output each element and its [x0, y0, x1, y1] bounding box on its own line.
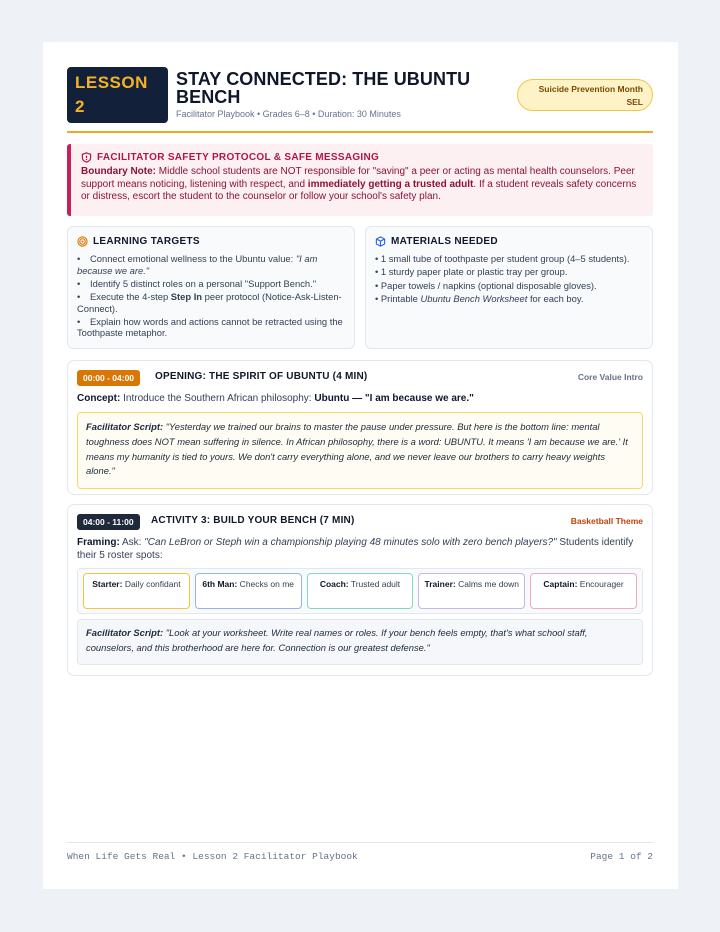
- activity-header: [77, 514, 643, 532]
- target-1-text: Connect emotional wellness to the Ubuntu value:: [90, 253, 296, 264]
- target-icon: [77, 236, 88, 247]
- opening-tag: Core Value Intro: [577, 372, 643, 382]
- roster-spot-captain: [530, 573, 637, 609]
- framing-label: Framing:: [77, 537, 120, 548]
- playbook-page: [43, 42, 678, 889]
- page-title: STAY CONNECTED: THE UBUNTU BENCH: [176, 69, 471, 107]
- script-text: "Yesterday we trained our brains to master the pause under pressure. But here is the bottom line: mental toughness does NOT mean suffering in silence. In African philosophy, there is a word: UBUNTU. It means 'I am because we are.' It means my humanity is tied to yours. We don't carry everything alone, and we never leave our brothers to carry heavy weights alone.": [86, 421, 628, 477]
- target-3-post: peer protocol (Notice-Ask-Listen-Connect).: [77, 291, 342, 314]
- roster-role: 6th Man:: [202, 579, 238, 589]
- page-number: Page 1 of 2: [590, 851, 653, 862]
- lesson-badge: LESSON 2: [67, 67, 168, 123]
- boundary-label: Boundary Note:: [81, 166, 156, 177]
- roster-role: Captain:: [543, 579, 578, 589]
- list-item: • Explain how words and actions cannot be retracted using the Toothpaste metaphor.: [77, 315, 343, 339]
- target-4-text: Explain how words and actions cannot be retracted using the Toothpaste metaphor.: [77, 315, 343, 339]
- material-4-pre: • Printable: [375, 292, 421, 304]
- safety-text-part2: . If a student reveals safety concerns or distress, escort the student to the counselor or follow your school's safety plan.: [81, 178, 637, 202]
- roster-spot-trainer: [418, 573, 525, 609]
- footer-title: When Life Gets Real • Lesson 2 Facilitator Playbook: [67, 851, 358, 862]
- concept-label: Concept:: [77, 393, 121, 404]
- target-1-quote: "I am because we are.": [77, 253, 318, 276]
- target-3-bold: Step In: [170, 291, 203, 303]
- target-2-text: Identify 5 distinct roles on a personal "Support Bench.": [90, 277, 317, 289]
- learning-targets-list: [77, 253, 345, 339]
- framing-text: Ask:: [119, 537, 145, 548]
- roster-role: Coach:: [319, 579, 349, 589]
- material-4-worksheet: Ubuntu Bench Worksheet: [420, 292, 528, 304]
- material-4-post: for each boy.: [527, 292, 584, 304]
- opening-header: [77, 370, 643, 388]
- list-item: [375, 293, 643, 305]
- roster-spot-starter: [83, 573, 190, 609]
- opening-concept: [77, 392, 643, 405]
- roster-desc: Calms me down: [455, 579, 520, 589]
- roster-desc: Encourager: [577, 579, 624, 589]
- list-item: • Paper towels / napkins (optional disposable gloves).: [375, 279, 597, 291]
- list-item: • Connect emotional wellness to the Ubuntu value: "I am because we are.": [77, 253, 318, 276]
- page-footer: [67, 842, 653, 862]
- opening-script: [77, 412, 643, 489]
- roster-role: Trainer:: [424, 579, 456, 589]
- concept-text: Introduce the Southern African philosophy:: [120, 393, 315, 404]
- framing-question: "Can LeBron or Steph win a championship playing 48 minutes solo with zero bench players?": [144, 537, 557, 548]
- framing-post: Students identify their 5 roster spots:: [77, 537, 634, 561]
- learning-targets-card: [67, 226, 355, 349]
- theme-tag-line2: SEL: [626, 97, 643, 107]
- materials-card: [365, 226, 653, 349]
- materials-title: MATERIALS NEEDED: [391, 236, 498, 247]
- opening-time-badge: 00:00 - 04:00: [77, 370, 140, 386]
- roster-spot-6th-man: [195, 573, 302, 609]
- list-item: • 1 small tube of toothpaste per student group (4–5 students).: [375, 253, 630, 264]
- materials-header: [375, 236, 643, 247]
- opening-section: [67, 360, 653, 495]
- safety-emphasis: immediately getting a trusted adult: [307, 178, 474, 190]
- activity-time-badge: 04:00 - 11:00: [77, 514, 140, 530]
- target-3-text: Execute the 4-step: [90, 291, 171, 303]
- cube-icon: [375, 236, 386, 247]
- roster-spots: [77, 568, 643, 614]
- safety-text: [81, 166, 643, 204]
- theme-tag-line1: Suicide Prevention Month: [538, 84, 643, 94]
- roster-desc: Checks on me: [237, 579, 295, 589]
- list-item: • Execute the 4-step Step In peer protocol (Notice-Ask-Listen-Connect).: [77, 291, 342, 314]
- script-label: Facilitator Script:: [86, 421, 164, 432]
- roster-spot-coach: [307, 573, 414, 609]
- script-text: "Look at your worksheet. Write real names or roles. If your bench feels empty, that's what school staff, counselors, and this brotherhood are here for. Connection is our greatest defense.": [86, 627, 588, 653]
- activity-script: [77, 619, 643, 665]
- page-subtitle: Facilitator Playbook • Grades 6–8 • Duration: 30 Minutes: [176, 109, 401, 119]
- activity-framing: [77, 536, 643, 562]
- safety-title-row: [81, 152, 643, 163]
- safety-title: FACILITATOR SAFETY PROTOCOL & SAFE MESSAGING: [97, 152, 380, 163]
- learning-targets-header: [77, 236, 345, 247]
- roster-role: Starter:: [92, 579, 123, 589]
- list-item: • 1 sturdy paper plate or plastic tray per group.: [375, 266, 568, 278]
- script-label: Facilitator Script:: [86, 627, 164, 638]
- activity-section: [67, 504, 653, 676]
- shield-icon: [81, 152, 92, 163]
- safety-protocol-box: [67, 144, 653, 216]
- roster-desc: Daily confidant: [122, 579, 181, 589]
- theme-tag: [517, 79, 653, 111]
- page-header: [67, 67, 653, 133]
- safety-text-part1: Middle school students are NOT responsible for "saving" a peer or acting as mental health counselors. Peer support means noticing, listening with respect, and: [81, 166, 635, 190]
- opening-title: OPENING: THE SPIRIT OF UBUNTU (4 MIN): [155, 371, 368, 382]
- list-item: • Identify 5 distinct roles on a personal "Support Bench.": [77, 277, 317, 289]
- materials-list: [375, 253, 643, 304]
- concept-ubuntu: Ubuntu — "I am because we are.": [314, 393, 474, 404]
- activity-tag: Basketball Theme: [570, 516, 643, 526]
- roster-desc: Trusted adult: [348, 579, 401, 589]
- learning-targets-title: LEARNING TARGETS: [93, 236, 200, 247]
- activity-title: ACTIVITY 3: BUILD YOUR BENCH (7 MIN): [151, 515, 355, 526]
